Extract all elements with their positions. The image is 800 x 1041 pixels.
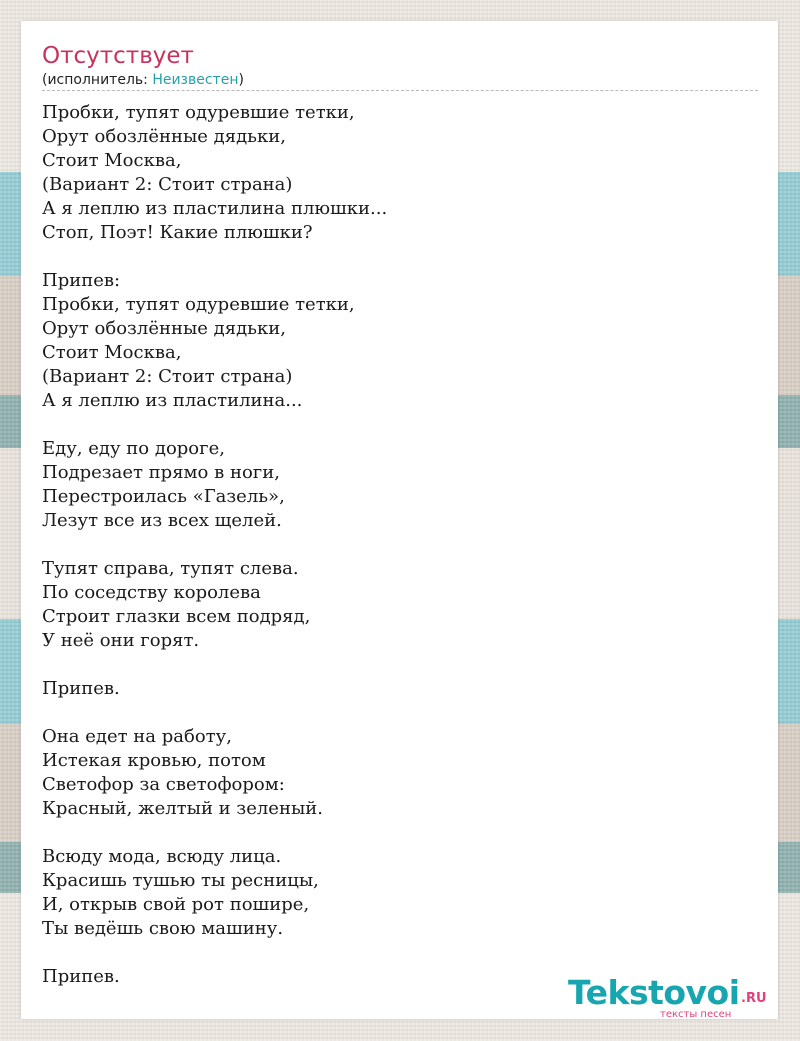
lyrics-card xyxy=(21,21,778,1019)
lyrics-text: Пробки, тупят одуревшие тетки, Орут обозлённые дядьки, Стоит Москва, (Вариант 2: Стоит страна) А я леплю из пластилина плюшки... Стоп, Поэт! Какие плюшки? Припев: Пробки, тупят одуревшие тетки, Орут обозлённые дядьки, Стоит Москва, (Вариант 2: Стоит страна) А я леплю из пластилина... Еду, еду по дороге, Подрезает прямо в ноги, Перестроилась «Газель», Лезут все из всех щелей. Тупят справа, тупят слева. По соседству королева Строит глазки всем подряд, У неё они горят. Припев. Она едет на работу, Истекая кровью, потом Светофор за светофором: Красный, желтый и зеленый. Всюду мода, всюду лица. Красишь тушью ты ресницы, И, открыв свой рот пошире, Ты ведёшь свою машину. Припев. xyxy=(42,102,388,987)
logo-wordmark: Tekstovoi xyxy=(568,973,740,1012)
artist-line xyxy=(42,70,244,90)
artist-link[interactable]: Неизвестен xyxy=(152,72,239,88)
title-divider xyxy=(42,90,758,91)
logo-domain: .RU xyxy=(741,991,767,1006)
site-logo[interactable] xyxy=(568,975,773,1021)
artist-prefix: (исполнитель: xyxy=(42,72,153,88)
artist-suffix: ) xyxy=(238,72,244,88)
song-title: Отсутствует xyxy=(42,43,194,69)
logo-tagline: тексты песен xyxy=(660,1009,732,1020)
